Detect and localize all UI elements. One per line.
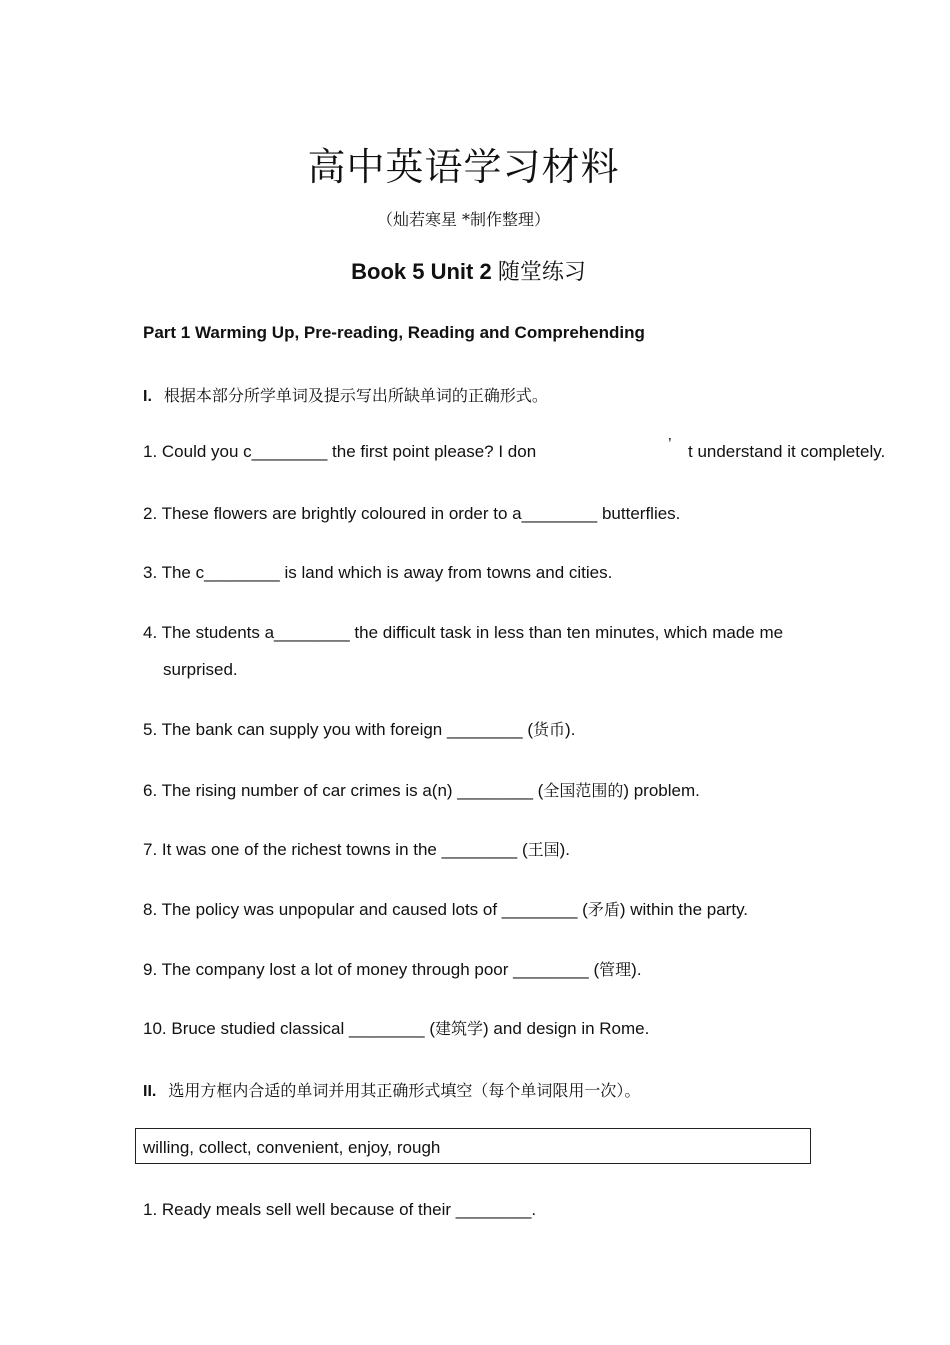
page-title: 高中英语学习材料 <box>307 145 620 189</box>
unit-title-english: Book 5 Unit 2 <box>351 259 492 284</box>
unit-title-chinese: 随堂练习 <box>497 260 586 285</box>
question-text: 3. The c________ is land which is away from towns and cities. <box>143 563 613 582</box>
word-bank-box <box>135 1128 811 1164</box>
question-text-end: ). <box>631 960 642 979</box>
question-text-continued: surprised. <box>163 660 238 679</box>
question-item <box>143 711 575 748</box>
unit-title <box>0 255 937 286</box>
question-item <box>143 951 642 988</box>
section-2-instruction <box>143 1078 640 1101</box>
question-text: 1. Ready meals sell well because of their ________. <box>143 1200 537 1219</box>
question-item <box>143 554 612 591</box>
question-text: 2. These flowers are brightly coloured in order to a________ butterflies. <box>143 504 681 523</box>
chinese-hint: 管理 <box>599 960 632 979</box>
apostrophe-mark: ’ <box>668 436 672 453</box>
section-number: II. <box>143 1083 157 1100</box>
question-text: 6. The rising number of car crimes is a(n) ________ ( <box>143 781 544 800</box>
part-heading: Part 1 Warming Up, Pre-reading, Reading and Comprehending <box>143 323 645 342</box>
question-text: 4. The students a________ the difficult task in less than ten minutes, which made me <box>143 623 784 642</box>
chinese-hint: 矛盾 <box>587 900 620 919</box>
chinese-hint: 货币 <box>533 720 566 739</box>
question-item <box>143 1191 536 1228</box>
section-number: I. <box>143 388 152 405</box>
question-text: 9. The company lost a lot of money through poor ________ ( <box>143 960 600 979</box>
question-text: 8. The policy was unpopular and caused lots of ________ ( <box>143 900 588 919</box>
question-item <box>143 772 700 809</box>
question-item <box>143 891 748 928</box>
section-instruction-text: 根据本部分所学单词及提示写出所缺单词的正确形式。 <box>163 386 548 405</box>
question-text-end: ) and design in Rome. <box>483 1019 650 1038</box>
question-text-end: ). <box>559 840 571 859</box>
word-bank-text: willing, collect, convenient, enjoy, rough <box>143 1138 441 1157</box>
section-1-instruction <box>143 383 548 406</box>
question-item <box>143 831 570 868</box>
question-item <box>143 614 783 688</box>
question-text-tail: t understand it completely. <box>688 442 886 461</box>
chinese-hint: 建筑学 <box>435 1019 484 1038</box>
section-instruction-text: 选用方框内合适的单词并用其正确形式填空（每个单词限用一次）。 <box>168 1081 641 1100</box>
question-text: 10. Bruce studied classical ________ ( <box>143 1019 436 1038</box>
question-item <box>143 495 680 532</box>
question-text: 5. The bank can supply you with foreign ________ ( <box>143 720 534 739</box>
question-text-end: ) within the party. <box>619 900 749 919</box>
page-subtitle: （灿若寒星 *制作整理） <box>376 210 551 229</box>
question-text-end: ). <box>565 720 576 739</box>
question-item <box>143 1010 649 1047</box>
question-text: 7. It was one of the richest towns in the ________ ( <box>143 840 528 859</box>
chinese-hint: 全国范围的 <box>543 781 624 800</box>
question-text-end: ) problem. <box>623 781 700 800</box>
question-text: 1. Could you c________ the first point please? I don <box>143 442 537 461</box>
chinese-hint: 王国 <box>527 840 560 859</box>
